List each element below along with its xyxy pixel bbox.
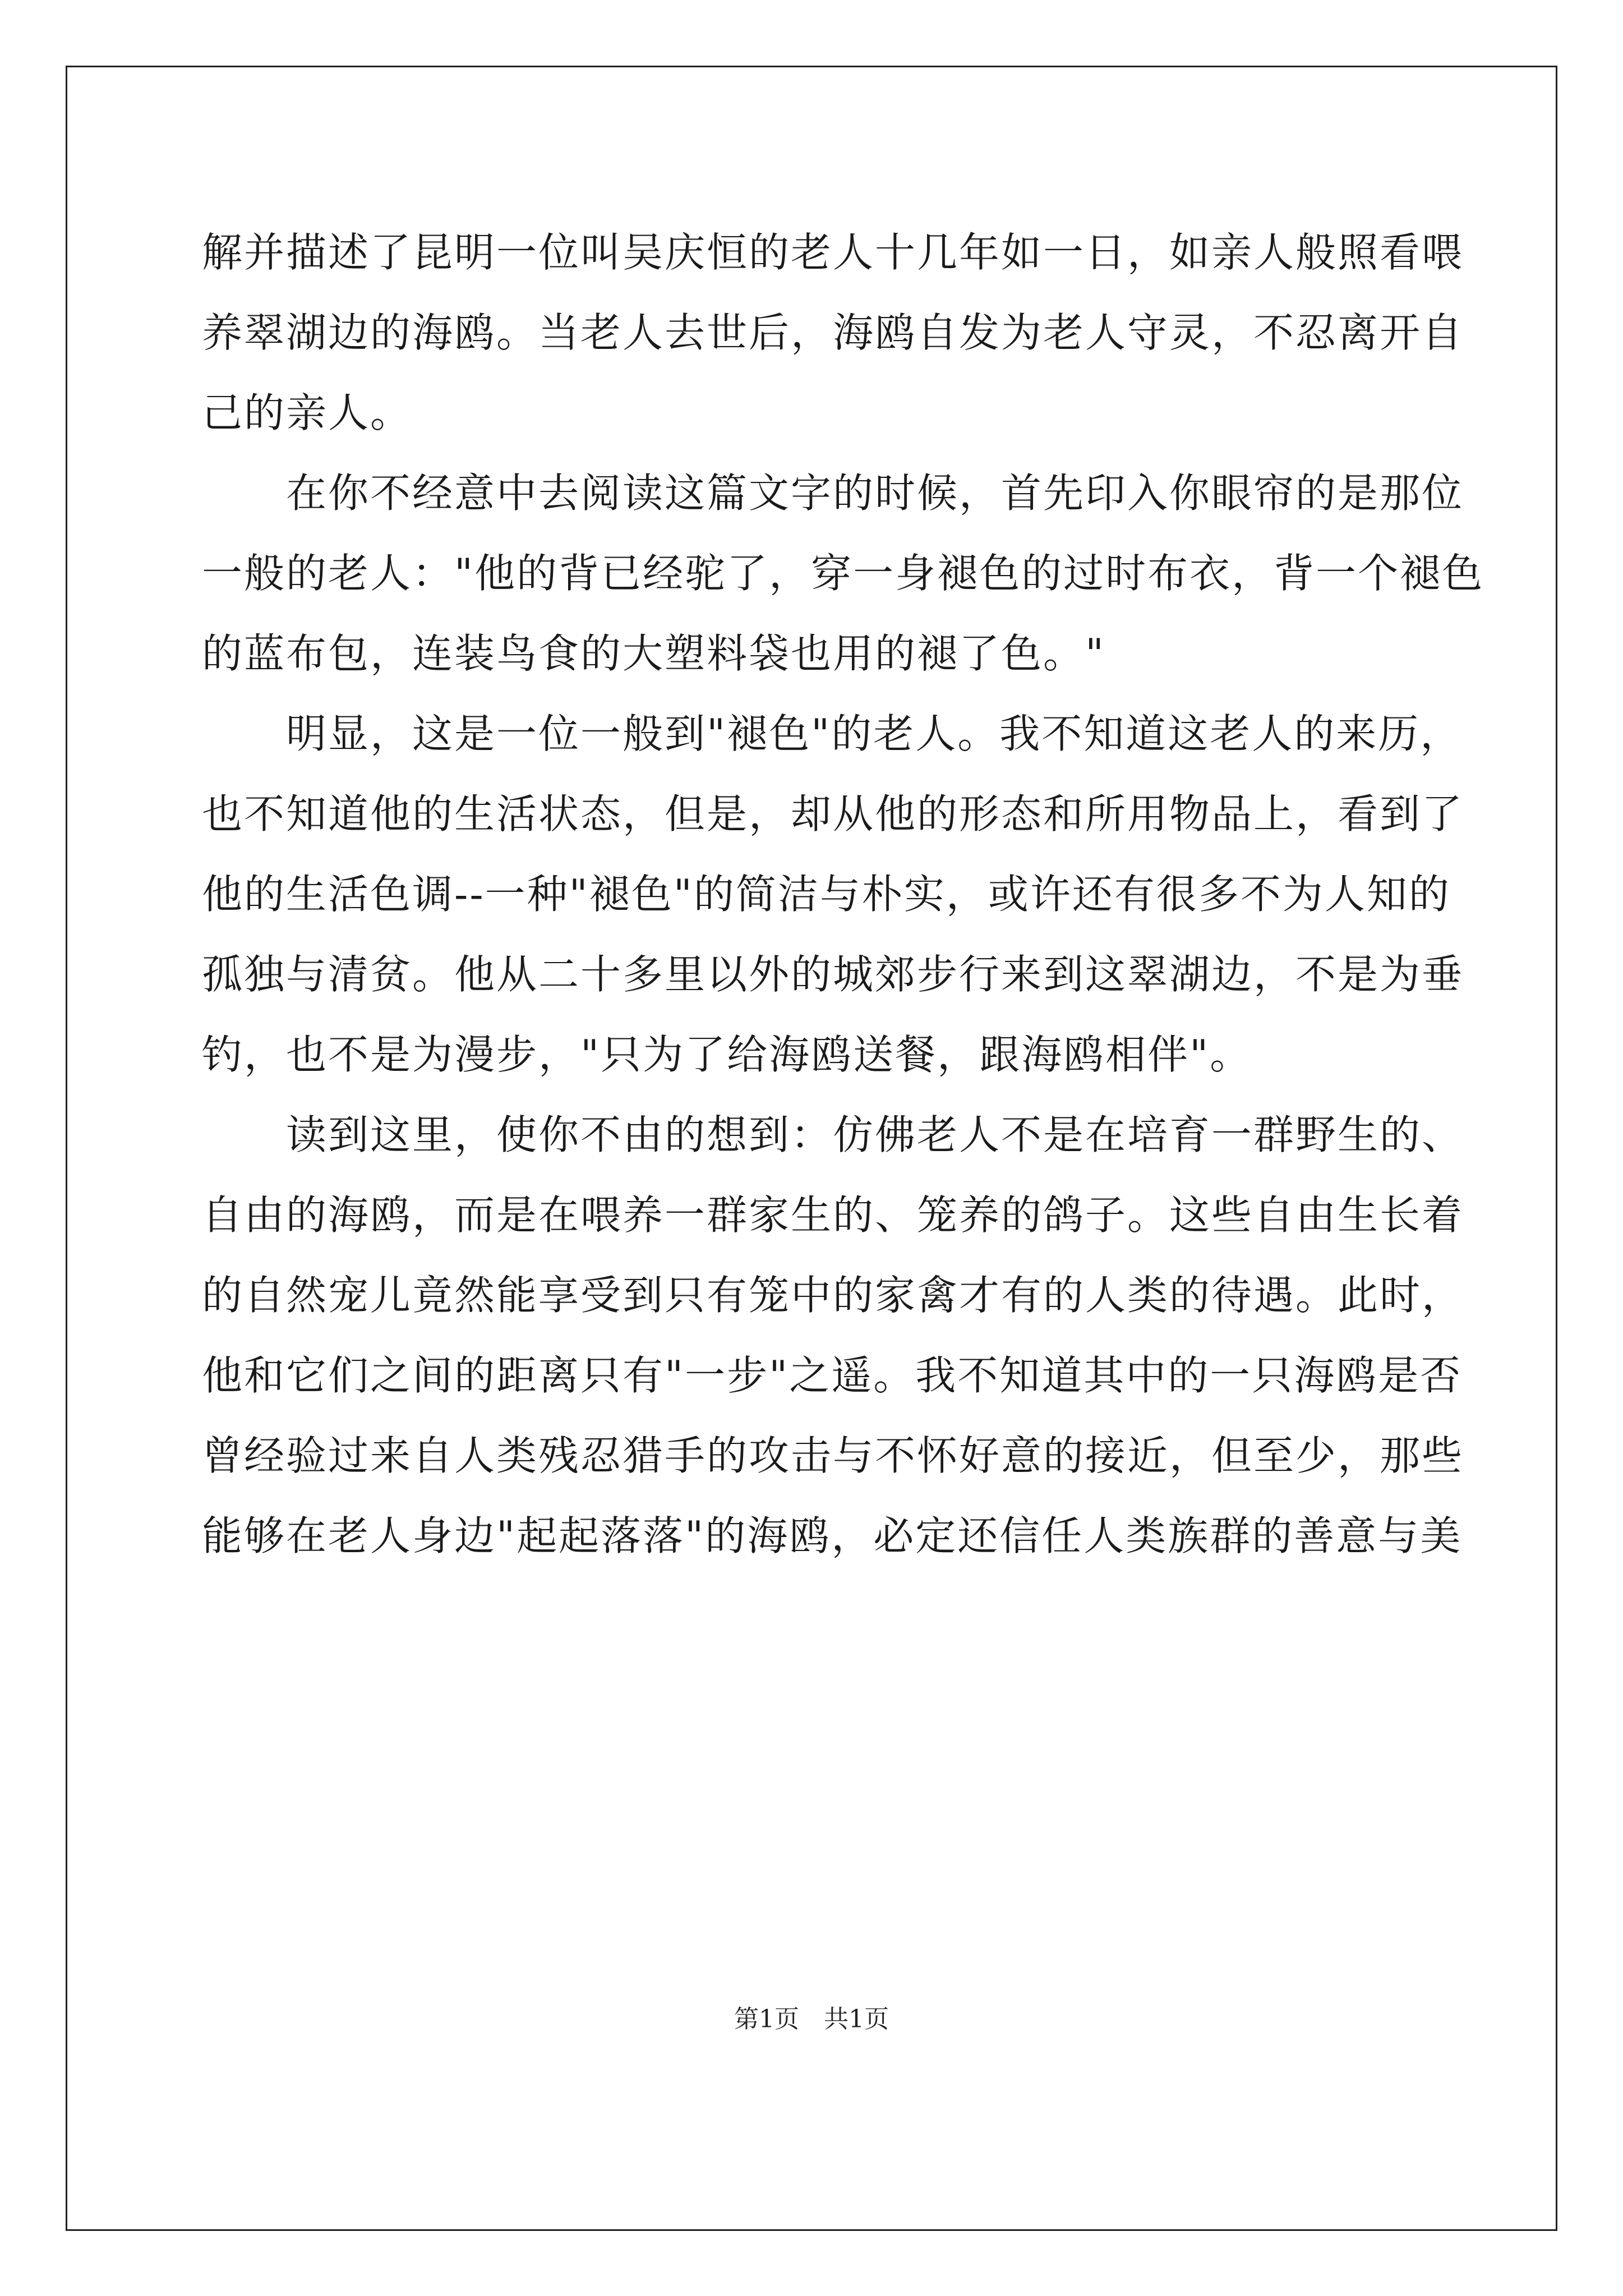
text-line: 能够在老人身边"起起落落"的海鸥，必定还信任人类族群的善意与美 [202,1512,1463,1559]
text-line: 在你不经意中去阅读这篇文字的时候，首先印入你眼帘的是那位 [202,470,1464,517]
text-line: 明显，这是一位一般到"褪色"的老人。我不知道这老人的来历， [202,710,1463,757]
document-body [202,219,1484,1582]
text-line: 曾经验过来自人类残忍猎手的攻击与不怀好意的接近，但至少，那些 [202,1432,1464,1479]
text-line: 解并描述了昆明一位叫吴庆恒的老人十几年如一日，如亲人般照看喂 [202,229,1464,276]
page-footer: 第1页 共1页 [734,2005,889,2033]
text-line: 他和它们之间的距离只有"一步"之遥。我不知道其中的一只海鸥是否 [202,1352,1463,1399]
text-line: 一般的老人："他的背已经驼了，穿一身褪色的过时布衣，背一个褪色 [202,550,1484,597]
text-line: 也不知道他的生活状态，但是，却从他的形态和所用物品上，看到了 [202,790,1464,838]
text-line: 的自然宠儿竟然能享受到只有笼中的家禽才有的人类的待遇。此时， [202,1272,1464,1319]
text-line: 钓，也不是为漫步，"只为了给海鸥送餐，跟海鸥相伴"。 [202,1031,1252,1078]
text-line: 自由的海鸥，而是在喂养一群家生的、笼养的鸽子。这些自由生长着 [202,1191,1464,1239]
text-line: 的蓝布包，连装鸟食的大塑料袋也用的褪了色。" [202,630,1106,677]
text-line: 他的生活色调--一种"褪色"的简洁与朴实，或许还有很多不为人知的 [202,871,1451,918]
text-line: 孤独与清贫。他从二十多里以外的城郊步行来到这翠湖边，不是为垂 [202,951,1464,998]
text-line: 养翠湖边的海鸥。当老人去世后，海鸥自发为老人守灵，不忍离开自 [202,309,1464,356]
text-line: 己的亲人。 [202,389,413,436]
text-line: 读到这里，使你不由的想到：仿佛老人不是在培育一群野生的、 [202,1111,1464,1158]
